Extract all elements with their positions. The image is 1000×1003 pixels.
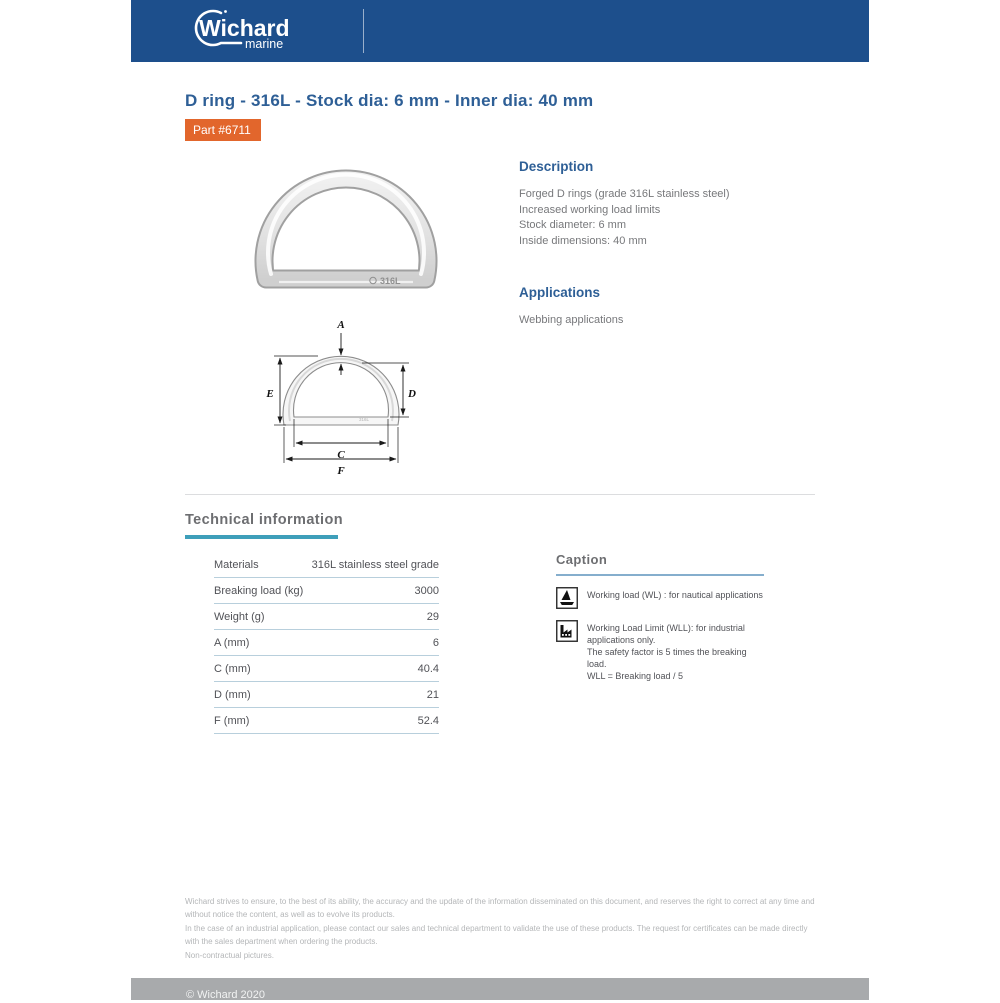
description-heading: Description [519,159,594,174]
table-row-label: Breaking load (kg) [214,584,304,597]
table-row-label: Materials [214,558,259,571]
engraving-text: 316L [380,276,401,286]
table-row-value: 21 [426,688,439,701]
disclaimer-line: Non-contractual pictures. [185,951,274,960]
caption-text [587,587,763,609]
table-row-value: 316L stainless steel grade [311,558,439,571]
dim-label-d: D [408,388,416,400]
description-line: Stock diameter: 6 mm [519,219,626,231]
technical-heading: Technical information [185,512,343,528]
table-row-value: 40.4 [417,662,439,675]
table-row [214,552,439,578]
applications-line: Webbing applications [519,314,624,326]
wichard-logo-graphic [185,5,317,57]
dimension-diagram [266,317,416,482]
table-row-value: 29 [426,610,439,623]
section-divider [185,494,815,495]
technical-section [185,512,815,734]
dim-label-a: A [337,319,345,331]
caption-text [587,620,766,682]
table-row [214,578,439,604]
ring-tube [264,179,428,279]
table-row-label: F (mm) [214,714,250,727]
table-row [214,604,439,630]
dim-label-c: C [337,449,345,461]
media-column [185,157,519,482]
caption-line: The safety factor is 5 times the breaking load. [587,647,747,669]
header-bar [131,0,869,62]
footer-bar [131,978,869,1000]
caption-section [556,552,766,734]
table-row [214,630,439,656]
part-number-badge: Part #6711 [185,119,261,141]
header-divider [363,9,364,53]
table-row-label: D (mm) [214,688,251,701]
table-row-label: A (mm) [214,636,250,649]
logo-dot [224,10,227,13]
caption-item-industrial [556,620,766,682]
disclaimer-line: In the case of an industrial application, please contact our sales and technical department to validate the use of these products. The request for certificates can be made directly with the sales department when ordering the products. [185,924,808,946]
table-row [214,656,439,682]
disclaimer-line: Wichard strives to ensure, to the best of its ability, the accuracy and the update of the information disseminated on this document, and reserves the right to correct at any time and without notice the content, as well as to evolve its products. [185,897,815,919]
wichard-logo [185,5,317,57]
caption-heading-underline [556,574,764,576]
copyright-text: © Wichard 2020 [186,989,266,1001]
technical-heading-underline [185,535,338,539]
caption-item-nautical [556,587,766,609]
dim-label-e: E [266,388,274,400]
table-row [214,682,439,708]
applications-heading: Applications [519,285,601,300]
sailboat-icon [556,587,578,609]
logo-sub-text: marine [245,37,284,51]
diagram-engraving: 316L [359,417,370,422]
caption-line: WLL = Breaking load / 5 [587,671,683,681]
caption-line: Working load (WL) : for nautical applications [587,590,763,600]
d-ring-photo-graphic [231,157,461,302]
table-row-label: Weight (g) [214,610,265,623]
table-row [214,708,439,734]
d-ring-diagram-graphic [266,317,416,477]
page [131,0,869,1000]
caption-line: Working Load Limit (WLL): for industrial applications only. [587,623,745,645]
caption-heading: Caption [556,552,608,567]
description-line: Increased working load limits [519,203,661,216]
description-line: Inside dimensions: 40 mm [519,234,647,247]
legal-disclaimers [185,895,817,963]
table-row-value: 6 [432,636,439,649]
main-content [131,91,869,734]
page-title: D ring - 316L - Stock dia: 6 mm - Inner dia: 40 mm [185,91,594,110]
table-row-value: 52.4 [417,714,439,727]
technical-table [214,552,439,734]
applications-section [519,285,815,329]
dim-label-f: F [337,465,345,477]
product-photo [231,157,461,307]
info-column [519,157,815,482]
table-row-value: 3000 [414,584,439,597]
factory-icon [556,620,578,642]
description-line: Forged D rings (grade 316L stainless steel) [519,188,730,200]
logo-brand-text: Wichard [199,15,290,41]
table-row-label: C (mm) [214,662,251,675]
product-section [185,157,815,482]
